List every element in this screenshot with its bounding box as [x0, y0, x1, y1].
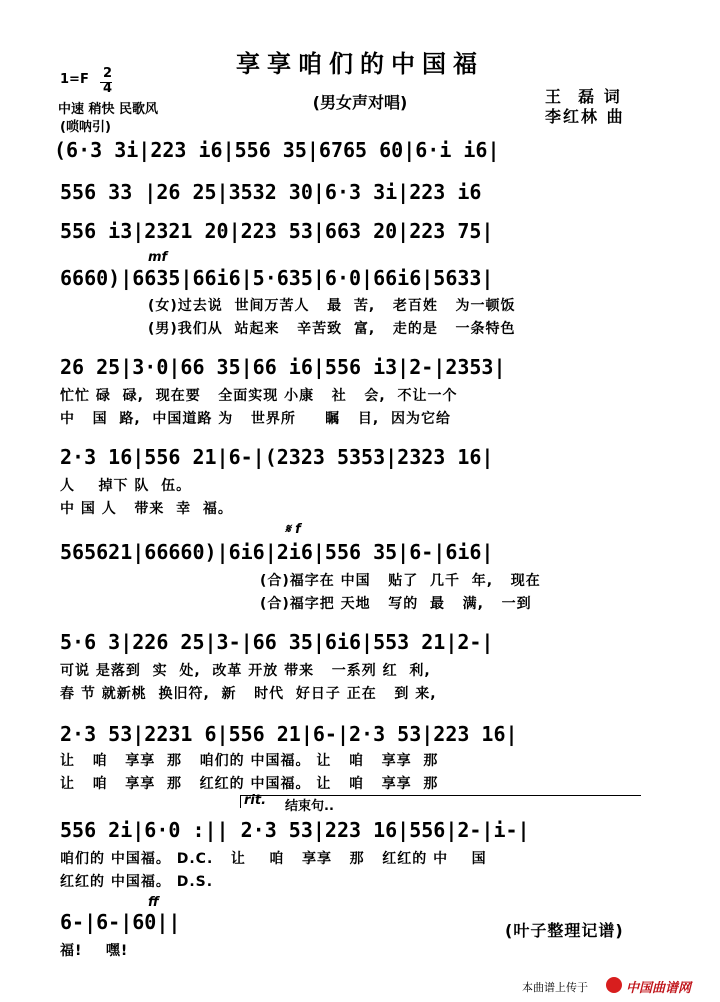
song-title: 享享咱们的中国福 [236, 50, 484, 78]
score-line-8: 5·6 3|226 25|3-|66 35|6i6|553 21|2-| [60, 630, 494, 654]
score-line-3: 556 i3|2321 20|223 53|663 20|223 75| [60, 219, 494, 243]
lyric-line-5b: 中 国 路, 中国道路 为 世界所 瞩 目, 因为它给 [60, 411, 451, 427]
site-name[interactable]: 中国曲谱网 [626, 981, 692, 996]
tempo-marking: 中速 稍快 民歌风 [58, 102, 159, 117]
key-signature: 1=F [60, 72, 89, 87]
ff-dynamic: ff [148, 895, 159, 910]
lyric-line-6a: 人 掉下 队 伍。 [60, 478, 192, 494]
time-signature-top: 2 [103, 66, 113, 81]
score-line-9: 2·3 53|2231 6|556 21|6-|2·3 53|223 16| [60, 722, 518, 746]
segno-f-marking: 𝄋 f [285, 522, 301, 537]
lyric-line-7b: (合)福字把 天地 写的 最 满, 一到 [260, 596, 532, 612]
lyric-line-5a: 忙忙 碌 碌, 现在要 全面实现 小康 社 会, 不让一个 [60, 388, 458, 404]
lyric-line-11: 福! 嘿! [60, 943, 129, 959]
lyric-line-4b: (男)我们从 站起来 辛苦致 富, 走的是 一条特色 [148, 321, 516, 337]
intro-note: (唢呐引) [60, 120, 111, 135]
site-logo-icon [606, 977, 622, 993]
lyric-line-7a: (合)福字在 中国 贴了 几千 年, 现在 [260, 573, 541, 589]
lyric-line-6b: 中 国 人 带来 幸 福。 [60, 501, 233, 517]
mf-dynamic: mf [148, 250, 168, 265]
lyric-line-9b: 让 咱 享享 那 红红的 中国福。 让 咱 享享 那 [60, 776, 439, 792]
time-signature-bottom: 4 [103, 81, 113, 96]
lyric-line-10a: 咱们的 中国福。 D.C. 让 咱 享享 那 红红的 中 国 [60, 851, 487, 867]
lyric-line-8b: 春 节 就新桃 换旧符, 新 时代 好日子 正在 到 来, [60, 686, 437, 702]
score-line-5: 26 25|3·0|66 35|66 i6|556 i3|2-|2353| [60, 355, 506, 379]
score-line-11: 6-|6-|60|| [60, 910, 181, 934]
score-line-10: 556 2i|6·0 :|| 2·3 53|223 16|556|2-|i-| [60, 818, 530, 842]
composer-credit: 李红林 曲 [545, 107, 625, 126]
score-line-4: 6660)|6635|66i6|5·635|6·0|66i6|5633| [60, 266, 494, 290]
lyric-line-8a: 可说 是落到 实 处, 改革 开放 带来 一系列 红 利, [60, 663, 431, 679]
score-line-6: 2·3 16|556 21|6-|(2323 5353|2323 16| [60, 445, 494, 469]
song-subtitle: (男女声对唱) [312, 93, 408, 112]
score-line-1: (6·3 3i|223 i6|556 35|6765 60|6·i i6| [54, 138, 500, 162]
lyric-line-10b: 红红的 中国福。 D.S. [60, 874, 214, 890]
lyricist-credit: 王 磊 词 [545, 87, 622, 106]
lyric-line-9a: 让 咱 享享 那 咱们的 中国福。 让 咱 享享 那 [60, 753, 439, 769]
transcriber-credit: (叶子整理记谱) [505, 921, 624, 940]
rit-marking: rit. [244, 793, 267, 808]
ending-label: 结束句.. [285, 799, 334, 814]
upload-note: 本曲谱上传于 [522, 981, 588, 994]
score-line-7: 565621|66660)|6i6|2i6|556 35|6-|6i6| [60, 540, 494, 564]
score-line-2: 556 33 |26 25|3532 30|6·3 3i|223 i6 [60, 180, 482, 204]
lyric-line-4a: (女)过去说 世间万苦人 最 苦, 老百姓 为一顿饭 [148, 298, 516, 314]
